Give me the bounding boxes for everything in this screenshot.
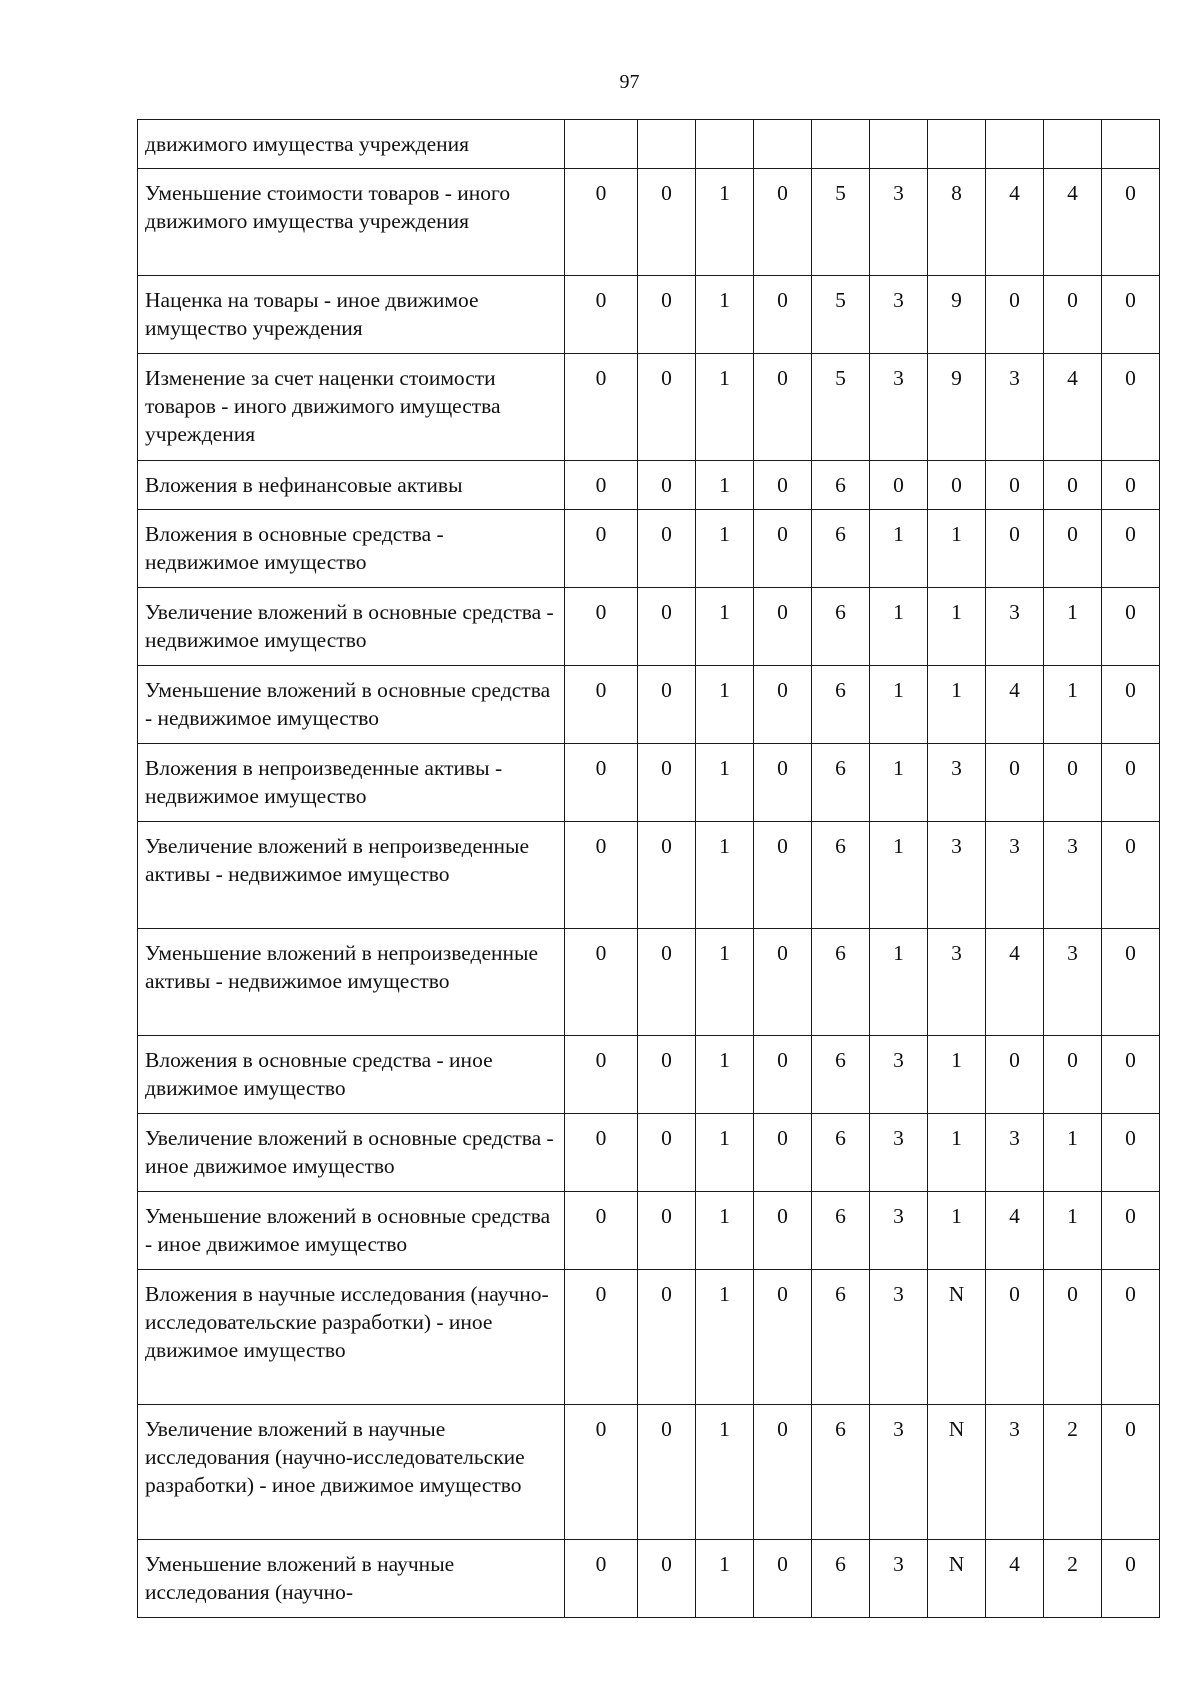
code-digit-cell: 1: [870, 510, 928, 588]
code-digit-cell: 3: [986, 1114, 1044, 1192]
code-digit-cell: N: [928, 1270, 986, 1405]
table-row: [138, 354, 1160, 461]
code-digit-cell: 0: [1102, 744, 1160, 822]
code-digit-cell: 0: [638, 822, 696, 929]
table-row: [138, 744, 1160, 822]
code-digit-cell: [928, 120, 986, 169]
code-digit-cell: [986, 120, 1044, 169]
code-digit-cell: 1: [928, 666, 986, 744]
code-digit-cell: 0: [754, 1192, 812, 1270]
code-digit-cell: 8: [928, 169, 986, 276]
code-digit-cell: 1: [696, 510, 754, 588]
code-digit-cell: 3: [986, 822, 1044, 929]
code-digit-cell: 0: [1102, 510, 1160, 588]
table-row: [138, 461, 1160, 510]
account-name-cell: Уменьшение стоимости товаров - иного движимого имущества учреждения: [138, 169, 565, 276]
code-digit-cell: 9: [928, 354, 986, 461]
code-digit-cell: 0: [1102, 1036, 1160, 1114]
code-digit-cell: 0: [565, 1192, 638, 1270]
code-digit-cell: 0: [754, 461, 812, 510]
code-digit-cell: 1: [696, 1036, 754, 1114]
code-digit-cell: 4: [1044, 169, 1102, 276]
table-row: [138, 1036, 1160, 1114]
code-digit-cell: 1: [928, 588, 986, 666]
code-digit-cell: 0: [565, 1036, 638, 1114]
code-digit-cell: 1: [696, 276, 754, 354]
code-digit-cell: 6: [812, 744, 870, 822]
table-body: [138, 120, 1160, 1618]
code-digit-cell: 0: [638, 666, 696, 744]
code-digit-cell: 0: [986, 276, 1044, 354]
code-digit-cell: 1: [696, 1540, 754, 1618]
code-digit-cell: 0: [754, 929, 812, 1036]
code-digit-cell: 0: [754, 1405, 812, 1540]
code-digit-cell: 0: [1102, 1270, 1160, 1405]
code-digit-cell: 0: [565, 169, 638, 276]
account-name-cell: Уменьшение вложений в непроизведенные активы - недвижимое имущество: [138, 929, 565, 1036]
code-digit-cell: 6: [812, 822, 870, 929]
code-digit-cell: 0: [1102, 929, 1160, 1036]
table-row: [138, 1114, 1160, 1192]
code-digit-cell: 0: [638, 744, 696, 822]
code-digit-cell: 0: [638, 354, 696, 461]
code-digit-cell: 1: [696, 744, 754, 822]
code-digit-cell: 1: [928, 510, 986, 588]
code-digit-cell: 6: [812, 1270, 870, 1405]
account-name-cell: Вложения в основные средства - иное движимое имущество: [138, 1036, 565, 1114]
code-digit-cell: 0: [754, 1540, 812, 1618]
code-digit-cell: 0: [565, 929, 638, 1036]
code-digit-cell: 0: [1102, 588, 1160, 666]
code-digit-cell: 3: [1044, 822, 1102, 929]
code-digit-cell: 0: [638, 169, 696, 276]
table-row: [138, 1192, 1160, 1270]
table-row: [138, 1270, 1160, 1405]
table-row: [138, 169, 1160, 276]
code-digit-cell: 6: [812, 666, 870, 744]
code-digit-cell: 6: [812, 510, 870, 588]
code-digit-cell: 0: [638, 276, 696, 354]
account-name-cell: Уменьшение вложений в основные средства - иное движимое имущество: [138, 1192, 565, 1270]
account-codes-table: [137, 119, 1160, 1618]
code-digit-cell: 0: [565, 666, 638, 744]
code-digit-cell: [754, 120, 812, 169]
code-digit-cell: 6: [812, 461, 870, 510]
code-digit-cell: 2: [1044, 1405, 1102, 1540]
code-digit-cell: N: [928, 1405, 986, 1540]
code-digit-cell: [696, 120, 754, 169]
code-digit-cell: 1: [696, 169, 754, 276]
code-digit-cell: 0: [754, 354, 812, 461]
code-digit-cell: 3: [986, 588, 1044, 666]
code-digit-cell: [812, 120, 870, 169]
code-digit-cell: 0: [754, 510, 812, 588]
code-digit-cell: 6: [812, 929, 870, 1036]
account-name-cell: Вложения в непроизведенные активы - недвижимое имущество: [138, 744, 565, 822]
code-digit-cell: 6: [812, 1405, 870, 1540]
code-digit-cell: 1: [1044, 666, 1102, 744]
code-digit-cell: 1: [696, 1114, 754, 1192]
code-digit-cell: 4: [986, 1192, 1044, 1270]
code-digit-cell: 0: [986, 461, 1044, 510]
code-digit-cell: 0: [1102, 1405, 1160, 1540]
code-digit-cell: 0: [1044, 1270, 1102, 1405]
page-number: 97: [619, 71, 640, 93]
code-digit-cell: 0: [1102, 1192, 1160, 1270]
code-digit-cell: 0: [1102, 1540, 1160, 1618]
code-digit-cell: 0: [638, 588, 696, 666]
code-digit-cell: 0: [986, 1270, 1044, 1405]
code-digit-cell: 0: [565, 1405, 638, 1540]
code-digit-cell: 1: [870, 822, 928, 929]
code-digit-cell: 0: [1102, 276, 1160, 354]
code-digit-cell: 1: [1044, 1114, 1102, 1192]
table-row: [138, 510, 1160, 588]
code-digit-cell: 0: [1102, 666, 1160, 744]
account-name-cell: Уменьшение вложений в научные исследования (научно-: [138, 1540, 565, 1618]
code-digit-cell: 0: [638, 1540, 696, 1618]
code-digit-cell: 1: [928, 1114, 986, 1192]
code-digit-cell: 3: [928, 822, 986, 929]
code-digit-cell: 0: [986, 1036, 1044, 1114]
code-digit-cell: 0: [565, 461, 638, 510]
code-digit-cell: 1: [928, 1036, 986, 1114]
account-name-cell: Увеличение вложений в научные исследования (научно-исследовательские разработки) - иное движимое имущество: [138, 1405, 565, 1540]
code-digit-cell: 0: [1102, 822, 1160, 929]
code-digit-cell: 0: [754, 1114, 812, 1192]
table-row: [138, 1405, 1160, 1540]
code-digit-cell: 5: [812, 169, 870, 276]
code-digit-cell: 5: [812, 354, 870, 461]
code-digit-cell: 3: [870, 1114, 928, 1192]
code-digit-cell: 4: [1044, 354, 1102, 461]
code-digit-cell: 3: [870, 1192, 928, 1270]
code-digit-cell: 0: [565, 510, 638, 588]
code-digit-cell: 1: [696, 588, 754, 666]
table-row: [138, 276, 1160, 354]
code-digit-cell: 2: [1044, 1540, 1102, 1618]
code-digit-cell: 0: [565, 1114, 638, 1192]
code-digit-cell: 0: [638, 1114, 696, 1192]
account-name-cell: Изменение за счет наценки стоимости товаров - иного движимого имущества учреждения: [138, 354, 565, 461]
code-digit-cell: 3: [986, 354, 1044, 461]
account-name-cell: движимого имущества учреждения: [138, 120, 565, 169]
code-digit-cell: 1: [696, 1405, 754, 1540]
code-digit-cell: 4: [986, 169, 1044, 276]
code-digit-cell: 0: [565, 588, 638, 666]
account-name-cell: Вложения в основные средства - недвижимое имущество: [138, 510, 565, 588]
code-digit-cell: 3: [870, 1405, 928, 1540]
account-name-cell: Уменьшение вложений в основные средства - недвижимое имущество: [138, 666, 565, 744]
code-digit-cell: [565, 120, 638, 169]
code-digit-cell: 1: [696, 1270, 754, 1405]
code-digit-cell: 0: [1044, 510, 1102, 588]
code-digit-cell: 3: [870, 1270, 928, 1405]
account-name-cell: Увеличение вложений в непроизведенные активы - недвижимое имущество: [138, 822, 565, 929]
code-digit-cell: 0: [1044, 276, 1102, 354]
code-digit-cell: 1: [870, 929, 928, 1036]
code-digit-cell: 9: [928, 276, 986, 354]
code-digit-cell: 6: [812, 1036, 870, 1114]
code-digit-cell: 5: [812, 276, 870, 354]
code-digit-cell: 1: [928, 1192, 986, 1270]
code-digit-cell: 0: [565, 354, 638, 461]
code-digit-cell: 1: [696, 461, 754, 510]
code-digit-cell: 0: [754, 276, 812, 354]
account-name-cell: Увеличение вложений в основные средства - недвижимое имущество: [138, 588, 565, 666]
code-digit-cell: 0: [565, 276, 638, 354]
code-digit-cell: 0: [1044, 461, 1102, 510]
account-name-cell: Наценка на товары - иное движимое имущество учреждения: [138, 276, 565, 354]
code-digit-cell: 0: [638, 1270, 696, 1405]
code-digit-cell: 3: [870, 354, 928, 461]
code-digit-cell: 0: [754, 1270, 812, 1405]
code-digit-cell: 1: [1044, 1192, 1102, 1270]
code-digit-cell: 1: [696, 1192, 754, 1270]
code-digit-cell: 1: [1044, 588, 1102, 666]
code-digit-cell: 1: [870, 666, 928, 744]
code-digit-cell: 3: [870, 1036, 928, 1114]
code-digit-cell: [638, 120, 696, 169]
code-digit-cell: 0: [565, 1540, 638, 1618]
code-digit-cell: 1: [696, 354, 754, 461]
code-digit-cell: 1: [870, 588, 928, 666]
code-digit-cell: [1044, 120, 1102, 169]
code-digit-cell: 1: [696, 666, 754, 744]
code-digit-cell: 1: [696, 929, 754, 1036]
table-row: [138, 929, 1160, 1036]
code-digit-cell: 6: [812, 1540, 870, 1618]
code-digit-cell: 0: [638, 1036, 696, 1114]
code-digit-cell: 0: [754, 744, 812, 822]
code-digit-cell: 4: [986, 666, 1044, 744]
code-digit-cell: 1: [870, 744, 928, 822]
code-digit-cell: 0: [986, 744, 1044, 822]
code-digit-cell: 0: [638, 510, 696, 588]
code-digit-cell: 3: [986, 1405, 1044, 1540]
code-digit-cell: 0: [986, 510, 1044, 588]
code-digit-cell: 3: [870, 1540, 928, 1618]
code-digit-cell: 0: [754, 1036, 812, 1114]
code-digit-cell: 0: [1102, 169, 1160, 276]
code-digit-cell: 0: [638, 929, 696, 1036]
code-digit-cell: 0: [754, 588, 812, 666]
code-digit-cell: 0: [565, 1270, 638, 1405]
code-digit-cell: 0: [754, 666, 812, 744]
table-row: [138, 666, 1160, 744]
code-digit-cell: 0: [638, 461, 696, 510]
table-row: [138, 588, 1160, 666]
code-digit-cell: 0: [1102, 461, 1160, 510]
code-digit-cell: 4: [986, 1540, 1044, 1618]
code-digit-cell: 0: [754, 169, 812, 276]
code-digit-cell: 6: [812, 588, 870, 666]
code-digit-cell: 0: [565, 822, 638, 929]
code-digit-cell: 1: [696, 822, 754, 929]
code-digit-cell: 3: [928, 929, 986, 1036]
code-digit-cell: 3: [1044, 929, 1102, 1036]
code-digit-cell: 6: [812, 1114, 870, 1192]
code-digit-cell: 0: [1044, 1036, 1102, 1114]
account-name-cell: Вложения в нефинансовые активы: [138, 461, 565, 510]
table-row: [138, 1540, 1160, 1618]
code-digit-cell: [1102, 120, 1160, 169]
code-digit-cell: 0: [870, 461, 928, 510]
code-digit-cell: 6: [812, 1192, 870, 1270]
code-digit-cell: 0: [638, 1192, 696, 1270]
table-row: [138, 120, 1160, 169]
code-digit-cell: 0: [928, 461, 986, 510]
code-digit-cell: 0: [1102, 1114, 1160, 1192]
code-digit-cell: 0: [1102, 354, 1160, 461]
code-digit-cell: 3: [870, 169, 928, 276]
code-digit-cell: 0: [754, 822, 812, 929]
code-digit-cell: 0: [1044, 744, 1102, 822]
table-row: [138, 822, 1160, 929]
code-digit-cell: 3: [928, 744, 986, 822]
account-name-cell: Вложения в научные исследования (научно-исследовательские разработки) - иное движимое имущество: [138, 1270, 565, 1405]
code-digit-cell: [870, 120, 928, 169]
code-digit-cell: 0: [565, 744, 638, 822]
code-digit-cell: 4: [986, 929, 1044, 1036]
code-digit-cell: 0: [638, 1405, 696, 1540]
code-digit-cell: N: [928, 1540, 986, 1618]
account-name-cell: Увеличение вложений в основные средства - иное движимое имущество: [138, 1114, 565, 1192]
code-digit-cell: 3: [870, 276, 928, 354]
